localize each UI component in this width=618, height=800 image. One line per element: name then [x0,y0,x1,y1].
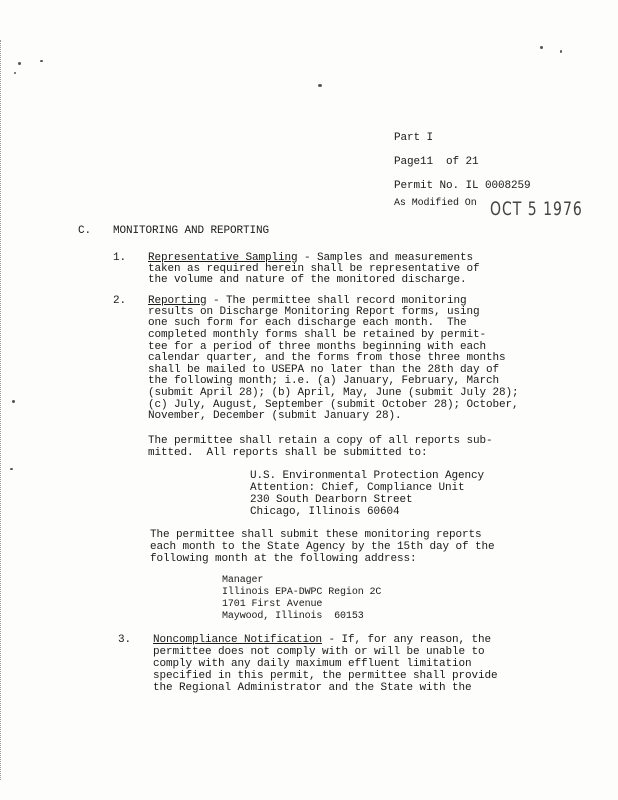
item-1-line: taken as required herein shall be representative of [148,263,480,275]
item-3-line: specified in this permit, the permittee shall provide [153,670,498,682]
scan-speck [318,84,322,87]
page-number: Page11 of 21 [394,156,479,168]
item-2-para3-line: The permittee shall submit these monitoring reports [150,529,482,541]
item-3-line: the Regional Administrator and the State with the [153,682,472,694]
item-2-line: results on Discharge Monitoring Report forms, using [148,306,480,318]
modified-on-label: As Modified On [394,198,477,209]
item-2-heading: Reporting [148,295,207,307]
item-3-number: 3. [118,634,132,646]
item-1-heading: Representative Sampling [148,252,298,264]
scan-speck [560,50,562,53]
scan-edge-marks [0,40,13,780]
item-2-line: - The permittee shall record monitoring [206,295,467,307]
item-2-line: the following month; i.e. (a) January, February, March [148,375,500,387]
item-2-line: one such form for each discharge each month. The [148,317,467,329]
state-address-line: Illinois EPA-DWPC Region 2C [222,587,382,598]
item-2-para2-line: The permittee shall retain a copy of all reports sub- [148,435,493,447]
item-2-line: shall be mailed to USEPA no later than the 28th day of [148,364,500,376]
scan-speck [10,468,13,470]
scan-speck [18,62,21,65]
item-2-para3-line: following month at the following address: [150,553,417,565]
item-1-line: the volume and nature of the monitored discharge. [148,274,467,286]
permit-number: Permit No. IL 0008259 [394,180,531,192]
section-title: MONITORING AND REPORTING [113,225,270,237]
item-3-line: comply with any daily maximum effluent limitation [153,658,472,670]
scan-speck [540,46,543,49]
date-stamp: OCT 5 1976 [490,199,583,221]
part-label: Part I [394,132,434,144]
state-address-line: 1701 First Avenue [222,599,323,610]
item-2-para2-line: mitted. All reports shall be submitted to: [148,447,428,459]
item-2-line: (c) July, August, September (submit October 28); October, [148,399,519,411]
epa-address-line: Chicago, Illinois 60604 [250,506,400,518]
item-2-line: tee for a period of three months beginning with each [148,341,487,353]
item-2-line: calendar quarter, and the forms from those three months [148,352,506,364]
item-2-line: completed monthly forms shall be retained by permit- [148,329,487,341]
item-2-number: 2. [113,295,127,307]
epa-address-line: U.S. Environmental Protection Agency [250,470,485,482]
state-address-line: Manager [222,575,264,586]
item-3-line: permittee does not comply with or will be unable to [153,646,485,658]
scan-speck [14,72,16,74]
section-letter: C. [78,225,92,237]
item-3-body [153,635,491,647]
item-3-line: - If, for any reason, the [322,634,492,646]
epa-address-line: Attention: Chief, Compliance Unit [250,482,465,494]
item-3-heading: Noncompliance Notification [153,634,323,646]
item-2-line: November, December (submit January 28). [148,410,402,422]
item-2-para3-line: each month to the State Agency by the 15th day of the [150,541,495,553]
scan-speck [12,400,15,403]
item-2-line: (submit April 28); (b) April, May, June (submit July 28); [148,387,519,399]
epa-address-line: 230 South Dearborn Street [250,494,413,506]
state-address-line: Maywood, Illinois 60153 [222,611,364,622]
item-1-line: - Samples and measurements [297,252,474,264]
scan-speck [40,60,43,62]
item-1-number: 1. [113,252,127,264]
